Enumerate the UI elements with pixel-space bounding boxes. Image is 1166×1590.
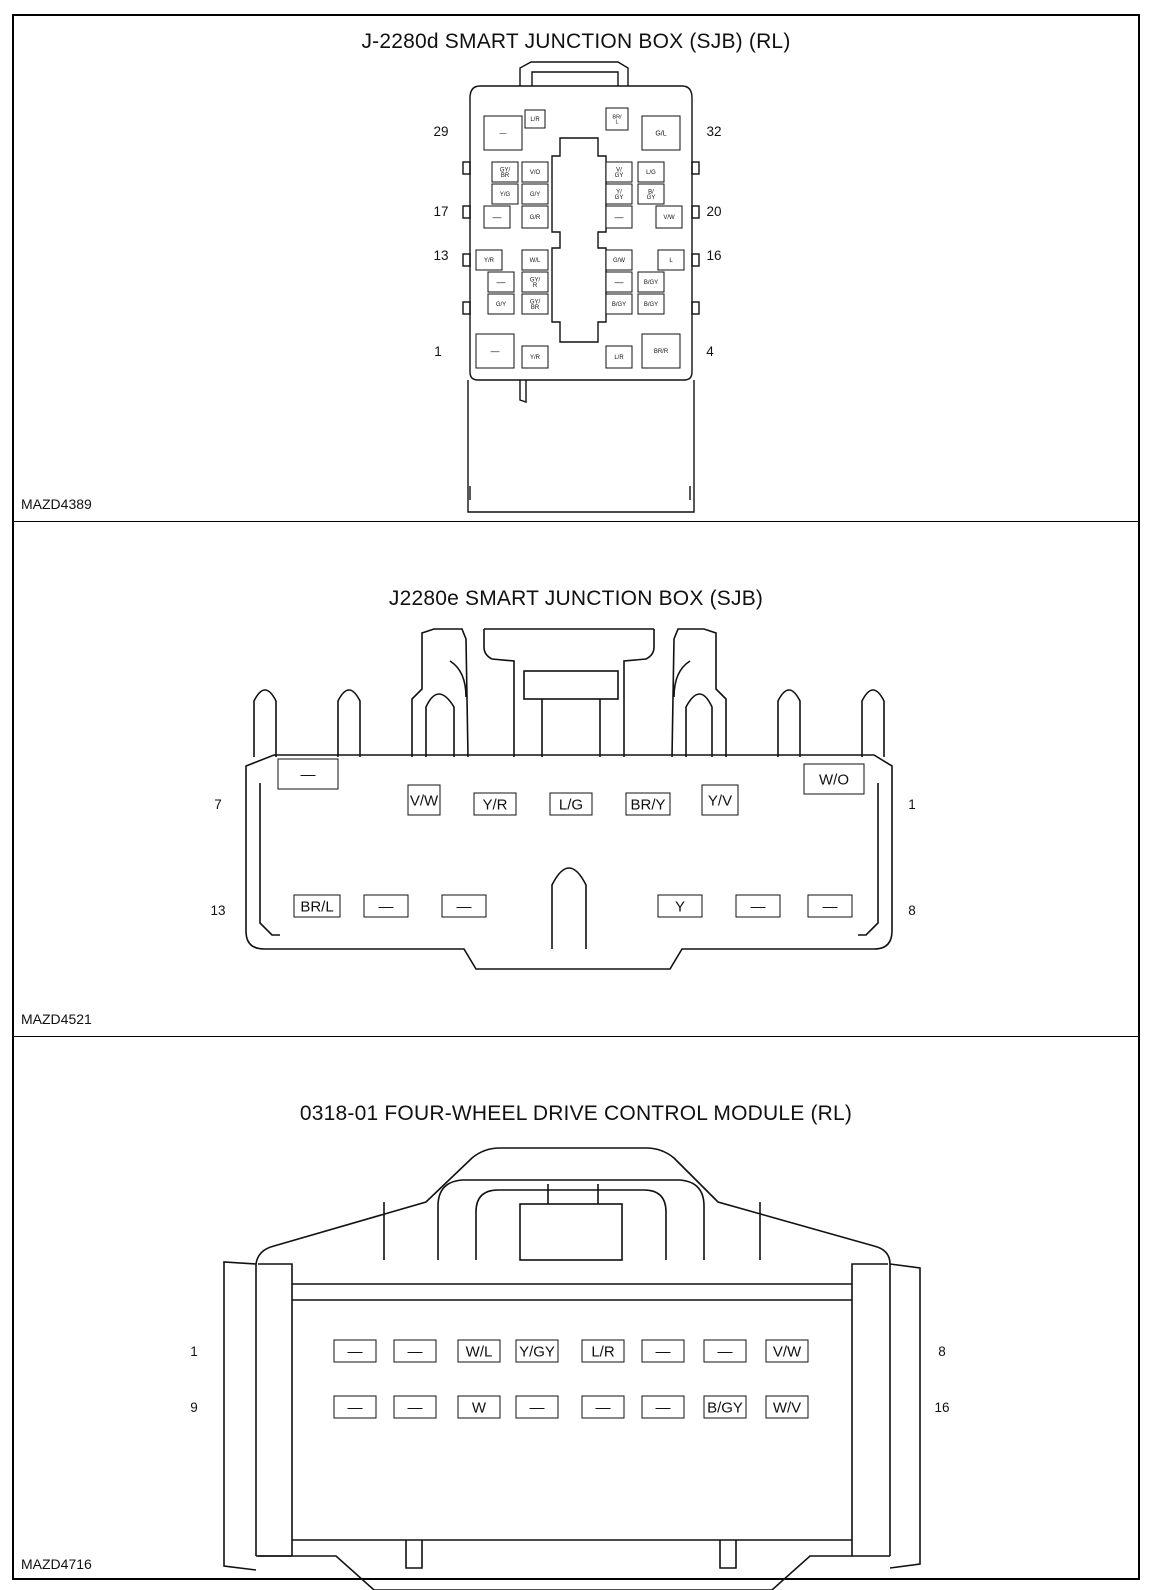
pin-number: 7: [214, 797, 222, 812]
panel-title: J-2280d SMART JUNCTION BOX (SJB) (RL): [361, 30, 791, 53]
wire-color-label: L/G: [646, 170, 656, 177]
pin-cavity: [394, 1340, 436, 1362]
pin-number: 16: [706, 248, 722, 263]
pin-cavity: [474, 793, 516, 815]
wire-color-label: BR/R: [653, 349, 669, 356]
wire-color-label: W: [471, 1399, 487, 1417]
wire-color-label: GY/: [529, 277, 541, 284]
pin-number: 1: [190, 1344, 198, 1359]
sjb-e-connector-drawing: [14, 521, 1142, 1036]
panel-title: J2280e SMART JUNCTION BOX (SJB): [388, 587, 764, 610]
pin-cavity: [642, 1340, 684, 1362]
wire-color-label: —: [717, 1343, 733, 1361]
pin-cavity: [606, 108, 628, 130]
connector-panel-2: [14, 521, 1138, 1036]
pin-number: 13: [210, 903, 226, 918]
pin-cavity: [606, 184, 632, 204]
wire-color-label: —: [655, 1343, 671, 1361]
pin-cavity: [642, 1396, 684, 1418]
wire-color-label: —: [347, 1399, 363, 1417]
pin-cavity: [525, 110, 545, 128]
wire-color-label: L/R: [614, 355, 624, 362]
wire-color-label: L/R: [530, 117, 540, 124]
wire-color-label: B/GY: [643, 302, 659, 309]
pin-cavity: [658, 250, 684, 270]
pin-number: 8: [908, 903, 916, 918]
wire-color-label: R: [532, 283, 538, 290]
pin-cavity: [550, 793, 592, 815]
pin-cavity: [522, 346, 548, 368]
pin-cavity: [492, 184, 518, 204]
pin-cavity: [582, 1396, 624, 1418]
pin-cavity: [364, 895, 408, 917]
pin-cavity: [492, 162, 518, 182]
pin-cavity: [488, 272, 514, 292]
pin-cavity: [484, 116, 522, 150]
wire-color-label: —: [595, 1399, 611, 1417]
wire-color-label: GY/: [499, 167, 511, 174]
pin-cavity: [484, 206, 510, 228]
pin-cavity: [766, 1396, 808, 1418]
figure-code: MAZD4521: [21, 1011, 92, 1027]
pin-number: 1: [434, 344, 442, 359]
pin-cavity: [702, 785, 738, 815]
pin-cavity: [582, 1340, 624, 1362]
pin-cavity: [278, 759, 338, 789]
pin-cavity: [642, 116, 680, 150]
pin-number: 8: [938, 1344, 946, 1359]
pin-cavity: [606, 250, 632, 270]
wire-color-label: Y/R: [529, 355, 541, 362]
wire-color-label: G/Y: [495, 302, 507, 309]
wire-color-label: GY: [646, 195, 656, 202]
wire-color-label: —: [750, 898, 766, 916]
pin-cavity: [522, 162, 548, 182]
wire-color-label: —: [300, 766, 316, 784]
wire-color-label: BR/: [612, 114, 622, 121]
wire-color-label: —: [456, 898, 472, 916]
wire-color-label: V/: [616, 167, 622, 174]
wire-color-label: —: [529, 1399, 545, 1417]
pin-cavity: [476, 334, 514, 368]
sjb-d-connector-drawing: [14, 16, 1142, 521]
pin-cavity: [656, 206, 682, 228]
wire-color-label: —: [614, 277, 624, 288]
wire-color-label: L/R: [591, 1343, 615, 1361]
pin-cavity: [294, 895, 340, 917]
pin-cavity: [334, 1340, 376, 1362]
wire-color-label: —: [822, 898, 838, 916]
figure-code: MAZD4716: [21, 1556, 92, 1572]
wire-color-label: Y/GY: [519, 1343, 555, 1361]
pin-cavity: [488, 294, 514, 314]
wire-color-label: G/R: [529, 215, 541, 222]
pin-cavity: [808, 895, 852, 917]
wire-color-label: —: [490, 346, 500, 357]
pin-cavity: [522, 294, 548, 314]
wire-color-label: BR: [530, 305, 540, 312]
pin-cavity: [516, 1340, 558, 1362]
figure-code: MAZD4389: [21, 496, 92, 512]
pin-cavity: [626, 793, 670, 815]
wire-color-label: L: [615, 119, 619, 126]
wire-color-label: B/: [648, 189, 654, 196]
pin-cavity: [442, 895, 486, 917]
pin-number: 9: [190, 1400, 198, 1415]
pin-cavity: [334, 1396, 376, 1418]
wire-color-label: —: [347, 1343, 363, 1361]
diagram-frame: [12, 14, 1140, 1580]
wire-color-label: L/G: [558, 796, 584, 814]
4wd-module-connector-drawing: [14, 1036, 1142, 1582]
wire-color-label: V/W: [772, 1343, 802, 1361]
wire-color-label: B/GY: [643, 280, 659, 287]
wire-color-label: —: [378, 898, 394, 916]
wire-color-label: GY: [614, 195, 624, 202]
wire-color-label: L: [669, 258, 673, 265]
pin-number: 32: [706, 124, 722, 139]
pin-cavity: [522, 272, 548, 292]
panel-title: 0318-01 FOUR-WHEEL DRIVE CONTROL MODULE (RL): [299, 1102, 853, 1125]
wire-color-label: V/O: [529, 170, 541, 177]
wire-color-label: V/W: [663, 215, 675, 222]
wire-color-label: —: [655, 1399, 671, 1417]
pin-number: 4: [706, 344, 714, 359]
pin-cavity: [606, 162, 632, 182]
pin-cavity: [638, 162, 664, 182]
pin-cavity: [642, 334, 680, 368]
wire-color-label: V/W: [409, 792, 439, 810]
wire-color-label: GY: [614, 173, 624, 180]
pin-cavity: [516, 1396, 558, 1418]
pin-cavity: [638, 184, 664, 204]
wire-color-label: Y/: [616, 189, 622, 196]
pin-cavity: [766, 1340, 808, 1362]
pin-cavity: [458, 1396, 500, 1418]
pin-cavity: [804, 764, 864, 794]
wire-color-label: Y/R: [482, 796, 508, 814]
wire-color-label: —: [499, 130, 507, 138]
pin-number: 20: [706, 204, 722, 219]
pin-cavity: [704, 1396, 746, 1418]
pin-cavity: [408, 785, 440, 815]
pin-cavity: [458, 1340, 500, 1362]
pin-number: 17: [433, 204, 449, 219]
wire-color-label: BR/Y: [630, 796, 666, 814]
wire-color-label: GY/: [529, 299, 541, 306]
wire-color-label: BR/L: [300, 898, 334, 916]
pin-number: 13: [433, 248, 449, 263]
pin-cavity: [522, 206, 548, 228]
pin-cavity: [658, 895, 702, 917]
pin-number: 1: [908, 797, 916, 812]
wire-color-label: —: [407, 1343, 423, 1361]
pin-cavity: [638, 272, 664, 292]
pin-cavity: [606, 346, 632, 368]
connector-panel-1: [14, 16, 1138, 521]
wire-color-label: G/W: [613, 258, 625, 265]
pin-cavity: [394, 1396, 436, 1418]
wire-color-label: Y/G: [499, 192, 511, 199]
pin-cavity: [476, 250, 502, 270]
wire-color-label: W/L: [465, 1343, 493, 1361]
wire-color-label: G/Y: [529, 192, 541, 199]
pin-number: 29: [433, 124, 449, 139]
wire-color-label: Y: [674, 898, 686, 916]
wire-color-label: B/GY: [611, 302, 627, 309]
wire-color-label: —: [614, 212, 624, 223]
connector-panel-3: [14, 1036, 1138, 1582]
wire-color-label: B/GY: [707, 1399, 743, 1417]
wire-color-label: W/V: [772, 1399, 802, 1417]
wire-color-label: BR: [500, 173, 510, 180]
pin-cavity: [606, 206, 632, 228]
pin-cavity: [522, 184, 548, 204]
pin-cavity: [606, 294, 632, 314]
pin-number: 16: [934, 1400, 950, 1415]
wire-color-label: Y/V: [707, 792, 733, 810]
wire-color-label: —: [496, 277, 506, 288]
pin-cavity: [736, 895, 780, 917]
wire-color-label: W/L: [529, 258, 541, 265]
pin-cavity: [638, 294, 664, 314]
wire-color-label: W/O: [819, 771, 849, 789]
wire-color-label: —: [407, 1399, 423, 1417]
pin-cavity: [606, 272, 632, 292]
wire-color-label: Y/R: [483, 258, 495, 265]
wire-color-label: —: [492, 212, 502, 223]
pin-cavity: [522, 250, 548, 270]
pin-cavity: [704, 1340, 746, 1362]
wire-color-label: G/L: [655, 130, 667, 138]
